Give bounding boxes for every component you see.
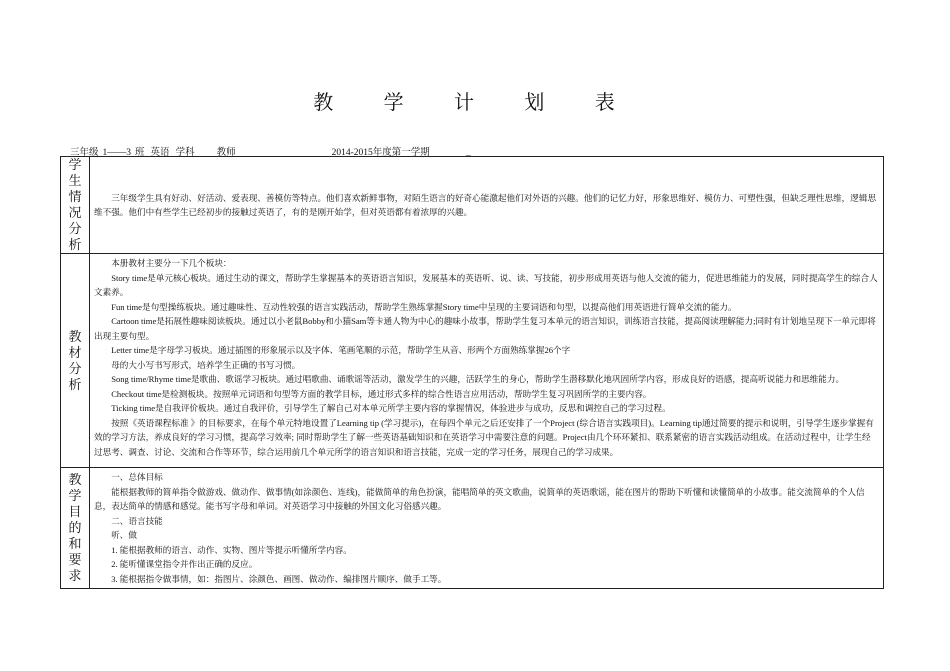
year-label: 年度第: [372, 148, 402, 158]
textbook-analysis-text: 本册教材主要分一下几个板块： Story time是单元核心板块。通过生动的课文，帮助学生掌握基本的英语语言知识，发展基本的英语听、说、读、写技能，初步形成用英语与他人交流的能力，促进思维能力的发展，同时提高学生的综合人文素养。 Fun time是句型操练板块。通过趣味性、互动性较强的语言实践活动，帮助学生熟练掌握Story time中呈现的主要词语和句型，以提高他们用英语进行简单交流的能力。 Cartoon time是拓展性趣味阅读板块。通过以小老鼠Bobby和小猫Sam等卡通人物为中心的趣味小故事，帮助学生复习本单元的语言知识，训练语言技能，提高阅读理解能力;同时有计划地呈现下一单元即将出现主要句型。 Letter time是字母学习板块。通过插图的形象展示以及字体、笔画笔顺的示范，帮助学生从音、形两个方面熟练掌握26个字 母的大小写书写形式，培养学生正确的书写习惯。 Song time/Rhyme time是歌曲、歌谣学习板块。通过唱歌曲、诵歌谣等活动，激发学生的兴趣，活跃学生的身心，帮助学生潜移默化地巩固所学内容，形成良好的语感，提高听说能力和思维能力。 Checkout time是检测板块。按照单元词语和句型等方面的教学目标，通过形式多样的综合性语言应用活动，帮助学生复习巩固所学的主要内容。 Ticking time是自我评价板块。通过自我评价，引导学生了解自己对本单元所学主要内容的掌握情况，体验进步与成功，反思和调控自己的学习过程。 按照《英语课程标准 》的目标要求，在每个单元特地设置了Learning tip (学习提示)，在每四个单元之后还安排了一个Project (综合语言实践项目)。Learning tip通过简要的提示和说明，引导学生逐步掌握有效的学习方法，养成良好的学习习惯，提高学习效率; 同时帮助学生了解一些英语基础知识和在英语学习中需要注意的问题。Project由几个环环紧扣、联系紧密的语言实践活动组成。在活动过程中，让学生经过思考、调查、讨论、交流和合作等环节，综合运用前几个单元所学的语言知识和语言技能，完成一定的学习任务，展现自己的学习成果。: [90, 254, 884, 468]
teacher-label: 教师: [216, 148, 236, 158]
class-value: 1——3: [102, 148, 132, 158]
teaching-plan-table: [60, 156, 884, 589]
table-row-teaching-goals: [61, 468, 884, 589]
table-row-student-analysis: [61, 157, 884, 254]
term-label: 学期: [410, 148, 430, 158]
term-value: 一: [401, 148, 411, 158]
row-heading-student-analysis: 学 生 情 况 分 析: [61, 157, 90, 254]
class-label: 班: [135, 148, 145, 158]
subject-label: 学科: [175, 148, 195, 158]
grade-label: 年级: [79, 148, 99, 158]
grade-value: 三: [70, 148, 80, 158]
row-heading-textbook-analysis: 教 材 分 析: [61, 254, 90, 468]
student-analysis-text: 三年级学生具有好动、好活动、爱表现、善模仿等特点。他们喜欢新鲜事物，对陌生语言的好奇心能激起他们对外语的兴趣。他们的记忆力好，形象思维好、模仿力、可塑性强，但缺乏理性思维，逻辑思维不强。他们中有些学生已经初步的接触过英语了，有的是刚开始学，但对英语都有着浓厚的兴趣。: [90, 157, 884, 254]
trailing-mark: _: [465, 148, 471, 158]
table-row-textbook-analysis: [61, 254, 884, 468]
year-value: 2014-2015: [331, 148, 373, 158]
teaching-goals-text: 一、总体目标 能根据教师的简单指令做游戏、做动作、做事情(如涂颜色、连线)，能做简单的角色扮演，能唱简单的英文歌曲，说简单的英语歌谣，能在图片的帮助下听懂和读懂简单的小故事。能交流简单的个人信息，表达简单的情感和感觉。能书写字母和单词。对英语学习中接触的外国文化习俗感兴趣。 二、语言技能 听、做 1. 能根据教师的语言、动作、实物、图片等提示听懂所学内容。 2. 能听懂课堂指令并作出正确的反应。 3. 能根据指令做事情，如：指图片、涂颜色、画图、做动作、编排图片顺序、做手工等。: [90, 468, 884, 589]
row-heading-teaching-goals: 教 学 目 的 和 要 求: [61, 468, 90, 589]
subject-value: 英语: [150, 148, 170, 158]
page-title: 教 学 计 划 表: [313, 90, 637, 114]
